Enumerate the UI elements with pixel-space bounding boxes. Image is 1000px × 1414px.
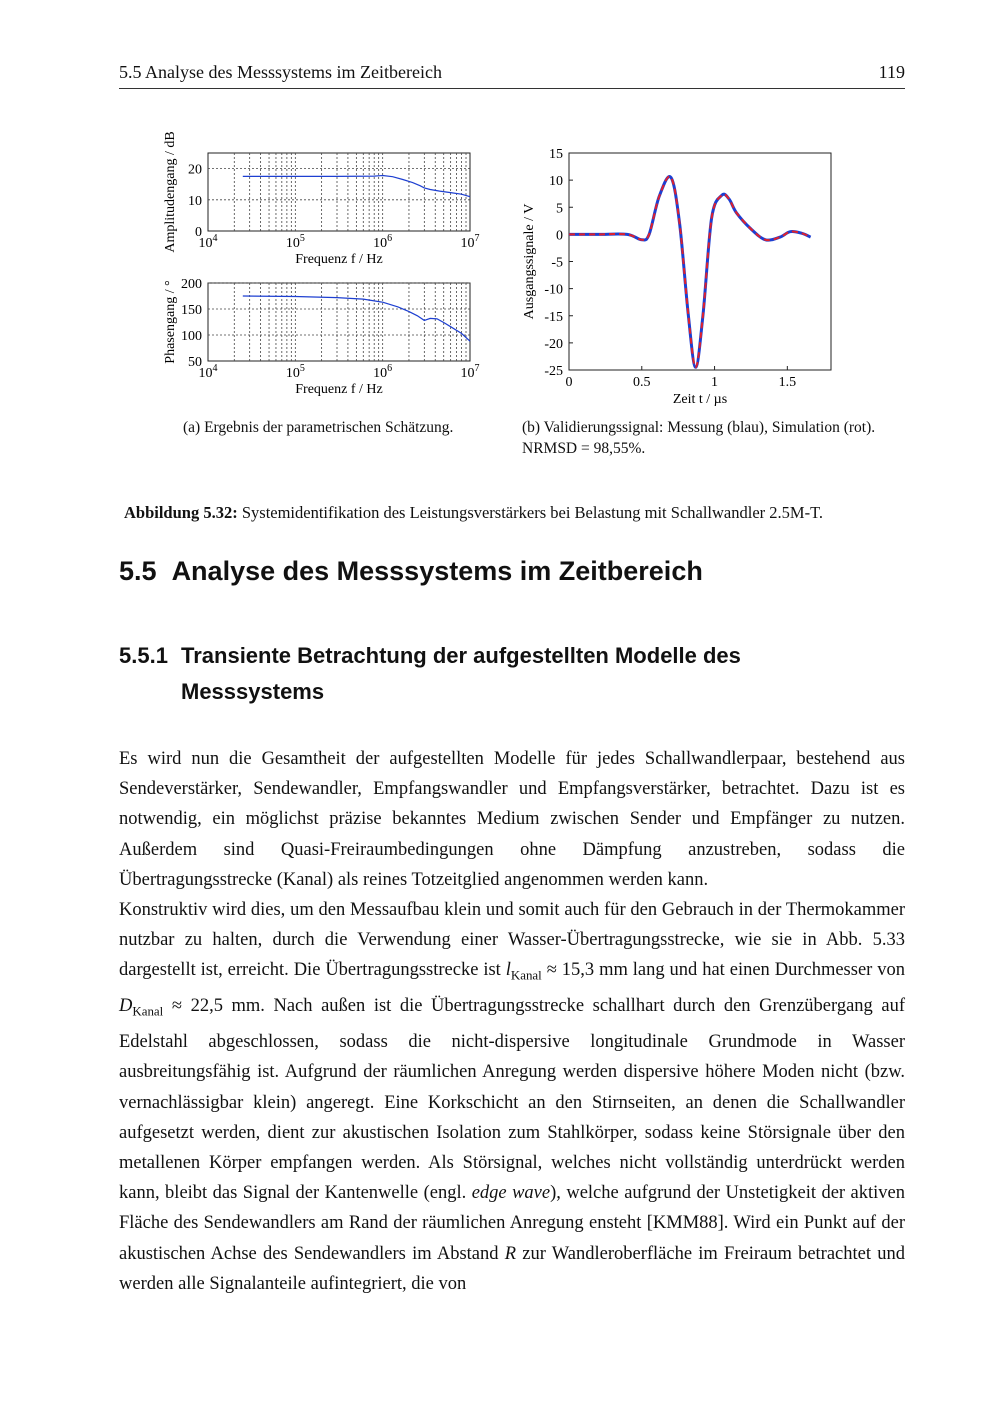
- x-tick-label: $10^7$: [460, 233, 480, 251]
- amplitude-ylabel: Amplitudengang / dB: [163, 131, 178, 253]
- subcaption-b: (b) Validierungssignal: Messung (blau), Simulation (rot). NRMSD = 98,55%.: [522, 419, 876, 457]
- paragraph-2-part-c: ≈ 22,5 mm. Nach außen ist die Übertragungsstrecke schallhart durch den Grenzübergang auf Edelstahl abgeschlossen, sodass die nicht-dispersive longitudinale Grundmode in Wasser ausbreitungsfähig ist. Aufgrund der räumlichen Anregung werden dispersive höhere Moden nicht (bzw. vernachlässigbar klein) angeregt. Eine Korkschicht an den Stirnseiten, an denen die Schallwandler aufgesetzt werden, dient zur akustischen Isolation zum Stahlkörper, sodass keine Störsignale über den metallenen Körper empfangen werden. Als Störsignal, welches nicht vollständig unterdrückt werden kann, bleibt das Signal der Kantenwelle (engl.: [119, 996, 905, 1204]
- phase-xlabel: Frequenz f / Hz: [295, 382, 383, 397]
- phase-ticks: [181, 277, 480, 381]
- x-tick-label: 0: [565, 375, 573, 390]
- x-tick-label: $10^4$: [198, 363, 218, 381]
- y-tick-label: 20: [188, 162, 202, 178]
- x-tick-label: $10^5$: [285, 363, 305, 381]
- x-tick-label: $10^4$: [198, 233, 218, 251]
- paragraph-2-part-b: ≈ 15,3 mm lang und hat einen Durchmesser von: [541, 960, 905, 981]
- time-xlabel: Zeit t / µs: [672, 392, 728, 407]
- subsection-title-line2: Messsystems: [181, 679, 325, 704]
- time-signal-plot: [522, 147, 831, 407]
- phase-plot-frame: [208, 283, 470, 361]
- amplitude-plot-frame: [208, 153, 470, 231]
- subsection-heading: [119, 638, 839, 710]
- y-tick-label: 50: [188, 355, 202, 370]
- section-number: 5.5: [119, 556, 157, 586]
- y-tick-label: -15: [544, 309, 563, 325]
- amplitude-xlabel: Frequenz f / Hz: [295, 252, 383, 267]
- x-tick-label: $10^6$: [373, 233, 393, 251]
- x-tick-label: 1: [711, 375, 719, 390]
- l-kanal-subscript: Kanal: [510, 968, 542, 984]
- y-tick-label: -10: [544, 282, 563, 298]
- y-tick-label: 15: [549, 147, 563, 162]
- time-ylabel: Ausgangssignale / V: [522, 203, 537, 320]
- r-symbol: R: [504, 1243, 517, 1264]
- time-ticks: [544, 147, 796, 390]
- amplitude-plot: [163, 131, 480, 267]
- running-header: [119, 60, 905, 89]
- paragraph-2: [119, 895, 905, 1299]
- l-kanal-symbol: l: [505, 960, 511, 981]
- y-tick-label: -25: [544, 364, 563, 379]
- y-tick-label: -5: [551, 255, 563, 271]
- paragraph-1: Es wird nun die Gesamtheit der aufgestellten Modelle für jedes Schallwandlerpaar, bestehend aus Sendeverstärker, Sendewandler, Empfangswandler und Empfangsverstärker, betrachtet. Dazu ist es notwendig, ein möglichst präzise bekanntes Medium zwischen Sender und Empfänger zu nutzen. Außerdem sind Quasi-Freiraumbedingungen ohne Dämpfung anzustreben, sodass die Übertragungsstrecke (Kanal) als reines Totzeitglied angenommen werden kann.: [119, 749, 905, 890]
- y-tick-label: 100: [181, 329, 202, 344]
- y-tick-label: 150: [181, 303, 202, 318]
- figure-svg: [150, 130, 890, 415]
- paragraph-2-part-a: Konstruktiv wird dies, um den Messaufbau klein und somit auch für den Gebrauch in der Thermokammer nutzbar zu halten, durch die Verwendung einer Wasser-Übertragungsstrecke, wie sie in Abb. 5.33 dargestellt ist, erreicht. Die Übertragungsstrecke ist: [119, 900, 905, 981]
- subsection-number: 5.5.1: [119, 643, 168, 668]
- edge-wave-term: edge wave: [471, 1183, 551, 1204]
- paragraph-2-part-d: ), welche aufgrund der Unstetigkeit der aktiven Fläche des Sendewandlers am Rand der räumlichen Anregung ensteht [KMM88]. Wird ein Punkt auf der akustischen Achse des Sendewandlers im Abstand: [119, 1183, 905, 1264]
- figure-caption-text: Systemidentifikation des Leistungsverstärkers bei Belastung mit Schallwandler 2.5M-T.: [237, 503, 824, 522]
- x-tick-label: 0.5: [633, 375, 651, 390]
- figure-caption: [124, 503, 914, 523]
- d-kanal-symbol: D: [119, 996, 133, 1017]
- body-text: [119, 744, 905, 1299]
- d-kanal-subscript: Kanal: [132, 1004, 164, 1019]
- x-tick-label: 1.5: [778, 375, 797, 390]
- subcaption-a: (a) Ergebnis der parametrischen Schätzung.: [183, 419, 454, 436]
- subsection-title-line1: Transiente Betrachtung der aufgestellten Modelle des: [181, 643, 741, 668]
- y-tick-label: 200: [181, 277, 202, 292]
- figure-caption-label: Abbildung 5.32:: [124, 503, 238, 522]
- phase-plot: [163, 277, 480, 397]
- simulation-line: [569, 177, 811, 368]
- y-tick-label: 0: [195, 225, 202, 240]
- section-title: Analyse des Messsystems im Zeitbereich: [171, 556, 703, 586]
- figure-5-32: [150, 130, 890, 415]
- x-tick-label: $10^6$: [373, 363, 393, 381]
- y-tick-label: 10: [188, 193, 202, 209]
- y-tick-label: 10: [549, 174, 563, 190]
- running-header-title: 5.5 Analyse des Messsystems im Zeitbereich: [119, 62, 442, 82]
- amplitude-gridlines: [208, 153, 470, 231]
- y-tick-label: -20: [544, 336, 563, 352]
- phase-line: [243, 296, 470, 341]
- paragraph-2-part-e: zur Wandleroberfläche im Freiraum betrachtet und werden alle Signalanteile aufintegriert, die von: [119, 1243, 905, 1294]
- y-tick-label: 5: [556, 201, 563, 217]
- y-tick-label: 0: [556, 228, 563, 244]
- x-tick-label: $10^7$: [460, 363, 480, 381]
- phase-gridlines: [208, 283, 470, 361]
- section-heading: [119, 556, 703, 587]
- page-number: 119: [878, 62, 905, 82]
- phase-ylabel: Phasengang / °: [163, 280, 178, 364]
- x-tick-label: $10^5$: [285, 233, 305, 251]
